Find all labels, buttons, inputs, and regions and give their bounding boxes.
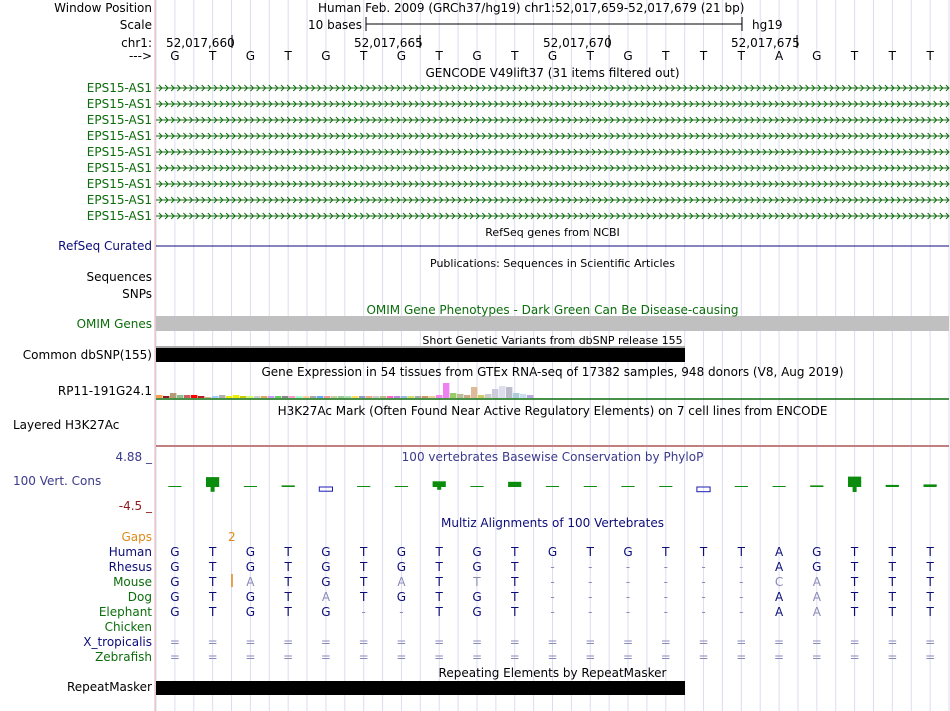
- alignment-base: T: [435, 590, 443, 604]
- alignment-base: -: [588, 560, 593, 574]
- base-letter: G: [170, 49, 180, 63]
- chrom-label: chr1:: [121, 36, 152, 50]
- alignment-base: T: [586, 545, 594, 559]
- gtex-tissue-bar[interactable]: [527, 395, 533, 398]
- alignment-base: T: [926, 575, 934, 589]
- dbsnp-track-title: Short Genetic Variants from dbSNP release 155: [422, 334, 683, 347]
- base-letter: T: [850, 49, 859, 63]
- alignment-base: T: [850, 590, 859, 604]
- alignment-base: =: [585, 650, 596, 664]
- alignment-base: A: [774, 560, 784, 574]
- alignment-base: T: [850, 560, 859, 574]
- gtex-tissue-bar[interactable]: [499, 386, 505, 398]
- alignment-base: T: [850, 605, 859, 619]
- alignment-base: A: [812, 575, 821, 589]
- alignment-base: =: [396, 650, 407, 664]
- phylop-score-bar[interactable]: [244, 486, 257, 487]
- alignment-base: T: [208, 575, 217, 589]
- base-letter: A: [774, 49, 784, 63]
- alignment-base: T: [850, 575, 859, 589]
- window-position-value: Human Feb. 2009 (GRCh37/hg19) chr1:52,017,659-52,017,679 (21 bp): [318, 1, 745, 15]
- alignment-base: T: [888, 590, 897, 604]
- alignment-base: -: [701, 560, 706, 574]
- gtex-tissue-bar[interactable]: [219, 395, 225, 398]
- alignment-base: A: [246, 575, 255, 589]
- gtex-tissue-bar[interactable]: [387, 396, 393, 398]
- alignment-base: -: [625, 590, 631, 604]
- alignment-base: T: [284, 575, 292, 589]
- base-letter: T: [926, 49, 934, 63]
- gtex-tissue-bar[interactable]: [422, 396, 428, 398]
- gencode-item-label[interactable]: EPS15-AS1: [86, 177, 152, 191]
- phylop-score-bar[interactable]: [470, 486, 483, 487]
- alignment-base: T: [284, 560, 292, 574]
- coord-tick-label: 52,017,660: [166, 36, 235, 50]
- publications-track-title: Publications: Sequences in Scientific Articles: [430, 257, 675, 270]
- alignment-base: =: [736, 635, 747, 649]
- alignment-base: G: [321, 545, 331, 559]
- alignment-base: -: [701, 605, 706, 619]
- gtex-tissue-bar[interactable]: [212, 396, 218, 398]
- phylop-score-bar[interactable]: [924, 484, 937, 487]
- base-letter: T: [208, 49, 217, 63]
- alignment-base: T: [208, 545, 217, 559]
- gtex-tissue-bar[interactable]: [198, 396, 204, 398]
- alignment-base: G: [472, 545, 482, 559]
- species-label[interactable]: Zebrafish: [95, 650, 152, 664]
- gtex-tissue-bar[interactable]: [478, 395, 484, 398]
- alignment-base: -: [550, 590, 555, 604]
- phylop-score-bar[interactable]: [433, 481, 446, 487]
- alignment-base: T: [699, 545, 708, 559]
- alignment-base: T: [473, 575, 481, 589]
- alignment-base: T: [888, 545, 897, 559]
- alignment-base: =: [547, 650, 558, 664]
- alignment-base: =: [925, 635, 936, 649]
- alignment-base: T: [208, 605, 217, 619]
- alignment-base: =: [736, 650, 747, 664]
- alignment-base: -: [701, 590, 706, 604]
- gtex-tissue-bar[interactable]: [408, 396, 414, 398]
- refseq-track-label[interactable]: RefSeq Curated: [58, 239, 152, 253]
- omim-track-label[interactable]: OMIM Genes: [76, 317, 152, 331]
- species-label[interactable]: Elephant: [98, 605, 152, 619]
- alignment-base: =: [320, 650, 331, 664]
- alignment-base: G: [245, 560, 256, 574]
- gtex-tissue-bar[interactable]: [436, 395, 442, 398]
- repeatmasker-track-label[interactable]: RepeatMasker: [66, 680, 152, 694]
- gencode-item-label[interactable]: EPS15-AS1: [86, 81, 152, 95]
- gtex-tissue-bar[interactable]: [338, 396, 344, 398]
- alignment-base: -: [625, 605, 631, 619]
- alignment-base: =: [887, 635, 898, 649]
- species-label[interactable]: Chicken: [104, 620, 152, 634]
- gtex-tissue-bar[interactable]: [275, 396, 281, 398]
- gencode-item-label[interactable]: EPS15-AS1: [86, 97, 152, 111]
- phylop-score-bar[interactable]: [584, 486, 597, 487]
- gtex-tissue-bar[interactable]: [184, 395, 190, 398]
- alignment-base: -: [663, 590, 668, 604]
- phylop-score-bar[interactable]: [886, 485, 899, 487]
- gaps-marker: 2: [228, 530, 236, 544]
- alignment-base: G: [623, 545, 633, 559]
- species-label[interactable]: Dog: [127, 590, 152, 604]
- alignment-base: T: [435, 560, 443, 574]
- gaps-label: Gaps: [121, 530, 152, 544]
- gtex-tissue-bar[interactable]: [373, 396, 379, 398]
- sequences-track-label[interactable]: Sequences: [86, 270, 152, 284]
- gencode-item-label[interactable]: EPS15-AS1: [86, 145, 152, 159]
- snps-track-label[interactable]: SNPs: [122, 287, 152, 301]
- alignment-base: =: [660, 650, 671, 664]
- alignment-base: =: [471, 635, 482, 649]
- phylop-min-label: -4.5 _: [118, 499, 152, 513]
- alignment-base: G: [812, 545, 822, 559]
- phylop-score-bar[interactable]: [508, 482, 521, 487]
- repeatmasker-track-title: Repeating Elements by RepeatMasker: [438, 666, 667, 680]
- gtex-tissue-bar[interactable]: [296, 396, 302, 398]
- alignment-base: T: [926, 545, 934, 559]
- alignment-base: T: [511, 605, 519, 619]
- alignment-base: =: [925, 650, 936, 664]
- alignment-base: A: [774, 590, 784, 604]
- gencode-item-label[interactable]: EPS15-AS1: [86, 129, 152, 143]
- alignment-base: -: [399, 605, 404, 619]
- alignment-base: =: [811, 650, 822, 664]
- alignment-base: -: [625, 560, 631, 574]
- alignment-base: T: [926, 605, 934, 619]
- gtex-tissue-bar[interactable]: [282, 396, 288, 398]
- refseq-track-title: RefSeq genes from NCBI: [485, 226, 620, 239]
- coord-tick-label: 52,017,665: [354, 36, 423, 50]
- alignment-base: T: [435, 605, 443, 619]
- alignment-base: T: [888, 560, 897, 574]
- alignment-base: G: [396, 560, 407, 574]
- phylop-score-bar[interactable]: [621, 486, 634, 487]
- alignment-base: -: [701, 575, 706, 589]
- gtex-tissue-bar[interactable]: [156, 395, 162, 398]
- alignment-base: T: [435, 575, 443, 589]
- gtex-tissue-bar[interactable]: [331, 396, 337, 398]
- alignment-base: -: [739, 605, 744, 619]
- omim-gene-bar[interactable]: [156, 316, 949, 331]
- phylop-score-bar[interactable]: [546, 486, 559, 487]
- alignment-base: =: [434, 650, 445, 664]
- alignment-base: G: [396, 545, 407, 559]
- gtex-tissue-bar[interactable]: [345, 396, 351, 398]
- alignment-base: G: [245, 545, 256, 559]
- alignment-base: T: [737, 545, 745, 559]
- scale-label: Scale: [119, 18, 152, 32]
- phylop-score-bar[interactable]: [735, 486, 748, 487]
- alignment-base: =: [207, 635, 218, 649]
- gtex-tissue-bar[interactable]: [317, 396, 323, 398]
- alignment-base: T: [284, 605, 292, 619]
- alignment-base: T: [926, 590, 934, 604]
- alignment-base: T: [850, 545, 859, 559]
- gtex-tissue-bar[interactable]: [429, 396, 435, 398]
- dbsnp-bar[interactable]: [156, 348, 685, 362]
- alignment-base: G: [321, 605, 331, 619]
- alignment-base: =: [849, 650, 860, 664]
- alignment-base: A: [774, 605, 784, 619]
- phylop-score-bar[interactable]: [773, 486, 786, 487]
- alignment-base: T: [360, 590, 368, 604]
- alignment-base: G: [321, 560, 331, 574]
- gtex-tissue-bar[interactable]: [226, 396, 232, 398]
- alignment-base: -: [550, 560, 555, 574]
- gtex-tissue-bar[interactable]: [457, 394, 463, 398]
- alignment-base: -: [739, 560, 744, 574]
- gtex-tissue-bar[interactable]: [506, 387, 512, 398]
- species-label[interactable]: Human: [108, 545, 152, 559]
- gtex-tissue-bar[interactable]: [520, 394, 526, 398]
- assembly-label: hg19: [752, 18, 783, 32]
- phylop-score-bar[interactable]: [659, 486, 672, 487]
- multiz-track-title: Multiz Alignments of 100 Vertebrates: [440, 516, 665, 530]
- gencode-item-label[interactable]: EPS15-AS1: [86, 161, 152, 175]
- alignment-base: G: [170, 590, 180, 604]
- h3k27ac-track-title: H3K27Ac Mark (Often Found Near Active Regulatory Elements) on 7 cell lines from ENCODE: [277, 404, 828, 418]
- h3k27ac-track-label[interactable]: Layered H3K27Ac: [13, 418, 120, 432]
- gencode-item-label[interactable]: EPS15-AS1: [86, 113, 152, 127]
- gtex-tissue-bar[interactable]: [324, 396, 330, 398]
- alignment-base: A: [774, 545, 784, 559]
- base-letter: T: [888, 49, 897, 63]
- alignment-base: T: [662, 545, 670, 559]
- coord-tick-label: 52,017,670: [543, 36, 612, 50]
- gtex-gene-label[interactable]: RP11-191G24.1: [57, 384, 152, 398]
- base-letter: T: [360, 49, 368, 63]
- alignment-base: G: [245, 590, 256, 604]
- gtex-tissue-bar[interactable]: [450, 393, 456, 398]
- gtex-tissue-bar[interactable]: [415, 396, 421, 398]
- alignment-base: G: [170, 575, 180, 589]
- base-letter: G: [812, 49, 822, 63]
- alignment-base: T: [208, 590, 217, 604]
- gtex-tissue-bar[interactable]: [492, 389, 498, 398]
- alignment-base: =: [509, 650, 520, 664]
- gtex-tissue-bar[interactable]: [163, 396, 169, 398]
- alignment-base: T: [360, 575, 368, 589]
- phylop-score-stem: [853, 487, 857, 492]
- gtex-tissue-bar[interactable]: [191, 395, 197, 398]
- alignment-base: =: [245, 650, 256, 664]
- dbsnp-track-label[interactable]: Common dbSNP(155): [22, 348, 152, 362]
- alignment-base: T: [511, 560, 519, 574]
- alignment-base: A: [812, 590, 821, 604]
- phylop-score-bar[interactable]: [395, 486, 408, 487]
- phylop-score-bar[interactable]: [848, 477, 861, 487]
- alignment-base: A: [397, 575, 406, 589]
- species-label[interactable]: Mouse: [113, 575, 152, 589]
- gencode-item-label[interactable]: EPS15-AS1: [86, 209, 152, 223]
- alignment-base: -: [588, 605, 593, 619]
- alignment-base: -: [663, 575, 668, 589]
- base-letter: G: [547, 49, 558, 63]
- gtex-tissue-bar[interactable]: [471, 387, 477, 398]
- alignment-base: -: [663, 605, 668, 619]
- alignment-base: =: [849, 635, 860, 649]
- alignment-base: =: [283, 650, 294, 664]
- alignment-base: T: [511, 590, 519, 604]
- alignment-base: C: [774, 575, 784, 589]
- alignment-base: T: [888, 605, 897, 619]
- alignment-base: =: [207, 650, 218, 664]
- alignment-base: =: [585, 635, 596, 649]
- base-letter: T: [435, 49, 443, 63]
- alignment-base: -: [588, 575, 593, 589]
- gtex-tissue-bar[interactable]: [233, 395, 239, 398]
- alignment-base: T: [926, 560, 934, 574]
- alignment-base: A: [812, 605, 821, 619]
- alignment-base: G: [170, 605, 180, 619]
- alignment-base: =: [245, 635, 256, 649]
- alignment-base: =: [622, 650, 634, 664]
- base-letter: G: [472, 49, 482, 63]
- alignment-base: =: [622, 635, 634, 649]
- alignment-base: =: [698, 635, 709, 649]
- base-letter: G: [623, 49, 633, 63]
- alignment-base: T: [208, 560, 217, 574]
- alignment-base: =: [811, 635, 822, 649]
- phylop-max-label: 4.88 _: [115, 450, 152, 464]
- strand-label: --->: [128, 49, 152, 63]
- alignment-base: -: [550, 605, 555, 619]
- gtex-tissue-bar[interactable]: [464, 395, 470, 398]
- phylop-score-stem: [211, 487, 215, 492]
- alignment-base: T: [888, 575, 897, 589]
- scale-text: 10 bases: [308, 18, 362, 32]
- gencode-track-title: GENCODE V49lift37 (31 items filtered out): [425, 66, 680, 80]
- alignment-base: G: [245, 605, 256, 619]
- alignment-base: G: [547, 545, 558, 559]
- window-position-label: Window Position: [54, 1, 152, 15]
- alignment-base: =: [396, 635, 407, 649]
- gencode-item-label[interactable]: EPS15-AS1: [86, 193, 152, 207]
- gtex-tissue-bar[interactable]: [513, 393, 519, 398]
- alignment-base: T: [511, 575, 519, 589]
- gtex-tissue-bar[interactable]: [268, 396, 274, 398]
- phylop-score-bar[interactable]: [206, 477, 219, 487]
- alignment-base: A: [321, 590, 331, 604]
- alignment-base: G: [396, 590, 407, 604]
- alignment-base: T: [284, 545, 292, 559]
- phylop-track-label[interactable]: 100 Vert. Cons: [13, 474, 102, 488]
- repeatmasker-bar[interactable]: [156, 681, 685, 695]
- base-letter: T: [284, 49, 292, 63]
- alignment-base: =: [774, 650, 785, 664]
- alignment-base: T: [360, 545, 368, 559]
- gtex-tissue-bar[interactable]: [303, 396, 309, 398]
- phylop-score-bar[interactable]: [168, 486, 181, 487]
- gtex-tissue-bar[interactable]: [310, 396, 316, 398]
- base-letter: G: [396, 49, 407, 63]
- coord-tick-label: 52,017,675: [731, 36, 800, 50]
- alignment-base: T: [284, 590, 292, 604]
- alignment-base: G: [170, 560, 180, 574]
- species-label[interactable]: X_tropicalis: [83, 635, 152, 649]
- gtex-tissue-bar[interactable]: [247, 396, 253, 398]
- gtex-tissue-bar[interactable]: [366, 396, 372, 398]
- alignment-base: G: [321, 575, 331, 589]
- alignment-base: =: [169, 650, 180, 664]
- alignment-base: =: [471, 650, 482, 664]
- gtex-tissue-bar[interactable]: [205, 397, 211, 398]
- alignment-base: =: [509, 635, 520, 649]
- alignment-base: -: [663, 560, 668, 574]
- alignment-base: -: [550, 575, 555, 589]
- alignment-base: -: [625, 575, 631, 589]
- base-letter: T: [699, 49, 708, 63]
- alignment-base: T: [511, 545, 519, 559]
- alignment-base: =: [320, 635, 331, 649]
- gtex-tissue-bar[interactable]: [359, 396, 365, 398]
- alignment-base: =: [887, 650, 898, 664]
- gtex-tissue-bar[interactable]: [177, 395, 183, 398]
- gtex-track-title: Gene Expression in 54 tissues from GTEx RNA-seq of 17382 samples, 948 donors (V8, Aug 2019): [261, 365, 844, 379]
- gtex-tissue-bar[interactable]: [261, 396, 267, 398]
- base-letter: T: [737, 49, 745, 63]
- alignment-base: =: [547, 635, 558, 649]
- alignment-base: G: [812, 560, 822, 574]
- base-letter: T: [586, 49, 594, 63]
- gtex-tissue-bar[interactable]: [289, 396, 295, 398]
- phylop-score-bar[interactable]: [357, 486, 370, 487]
- base-letter: T: [511, 49, 519, 63]
- alignment-base: T: [360, 560, 368, 574]
- alignment-base: =: [358, 650, 369, 664]
- alignment-base: G: [170, 545, 180, 559]
- omim-track-title: OMIM Gene Phenotypes - Dark Green Can Be Disease-causing: [366, 303, 739, 317]
- alignment-base: =: [283, 635, 294, 649]
- alignment-base: =: [774, 635, 785, 649]
- alignment-base: -: [361, 605, 366, 619]
- phylop-score-bar[interactable]: [282, 485, 295, 487]
- gtex-tissue-bar[interactable]: [170, 393, 176, 398]
- gtex-tissue-bar[interactable]: [443, 383, 449, 398]
- alignment-base: =: [169, 635, 180, 649]
- gtex-tissue-bar[interactable]: [401, 396, 407, 398]
- alignment-base: G: [472, 590, 482, 604]
- gtex-tissue-bar[interactable]: [254, 396, 260, 398]
- phylop-score-bar[interactable]: [810, 485, 823, 487]
- gtex-tissue-bar[interactable]: [240, 396, 246, 398]
- alignment-base: G: [472, 560, 482, 574]
- alignment-base: G: [472, 605, 482, 619]
- gtex-tissue-bar[interactable]: [352, 396, 358, 398]
- phylop-score-stem: [437, 487, 441, 490]
- gtex-tissue-bar[interactable]: [485, 394, 491, 398]
- base-letter: G: [321, 49, 331, 63]
- phylop-track-title: 100 vertebrates Basewise Conservation by PhyloP: [401, 450, 704, 464]
- alignment-base: -: [739, 590, 744, 604]
- base-letter: G: [245, 49, 256, 63]
- base-letter: T: [662, 49, 670, 63]
- alignment-base: -: [739, 575, 744, 589]
- alignment-base: =: [358, 635, 369, 649]
- alignment-base: =: [698, 650, 709, 664]
- gtex-tissue-bar[interactable]: [394, 396, 400, 398]
- alignment-base: -: [588, 590, 593, 604]
- alignment-base: T: [435, 545, 443, 559]
- gtex-tissue-bar[interactable]: [380, 396, 386, 398]
- alignment-base: =: [660, 635, 671, 649]
- species-label[interactable]: Rhesus: [108, 560, 152, 574]
- alignment-base: =: [434, 635, 445, 649]
